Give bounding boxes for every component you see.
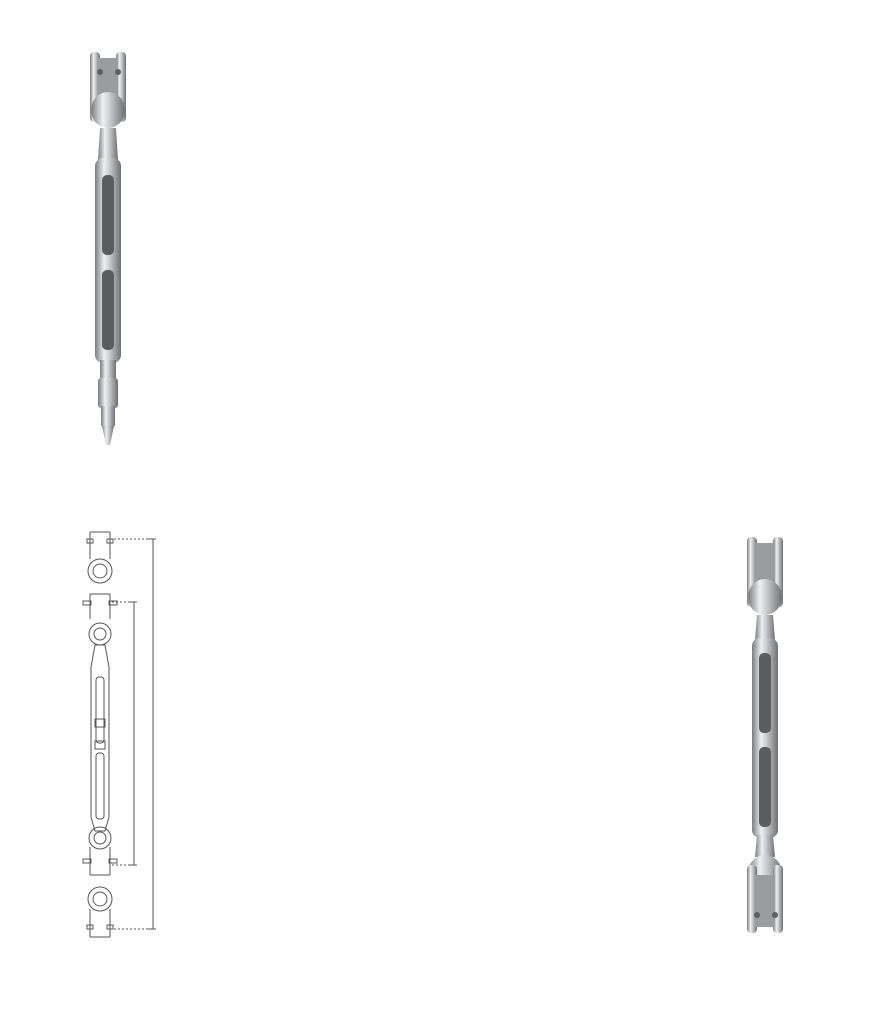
fully-closed-label	[127, 650, 141, 820]
forged-note	[673, 58, 693, 304]
fully-open-label	[146, 600, 160, 810]
toggle-toggle-photo	[735, 535, 795, 935]
toggle-stalok-photo	[78, 50, 138, 455]
b41-section	[218, 627, 654, 947]
b22-section	[218, 8, 654, 528]
